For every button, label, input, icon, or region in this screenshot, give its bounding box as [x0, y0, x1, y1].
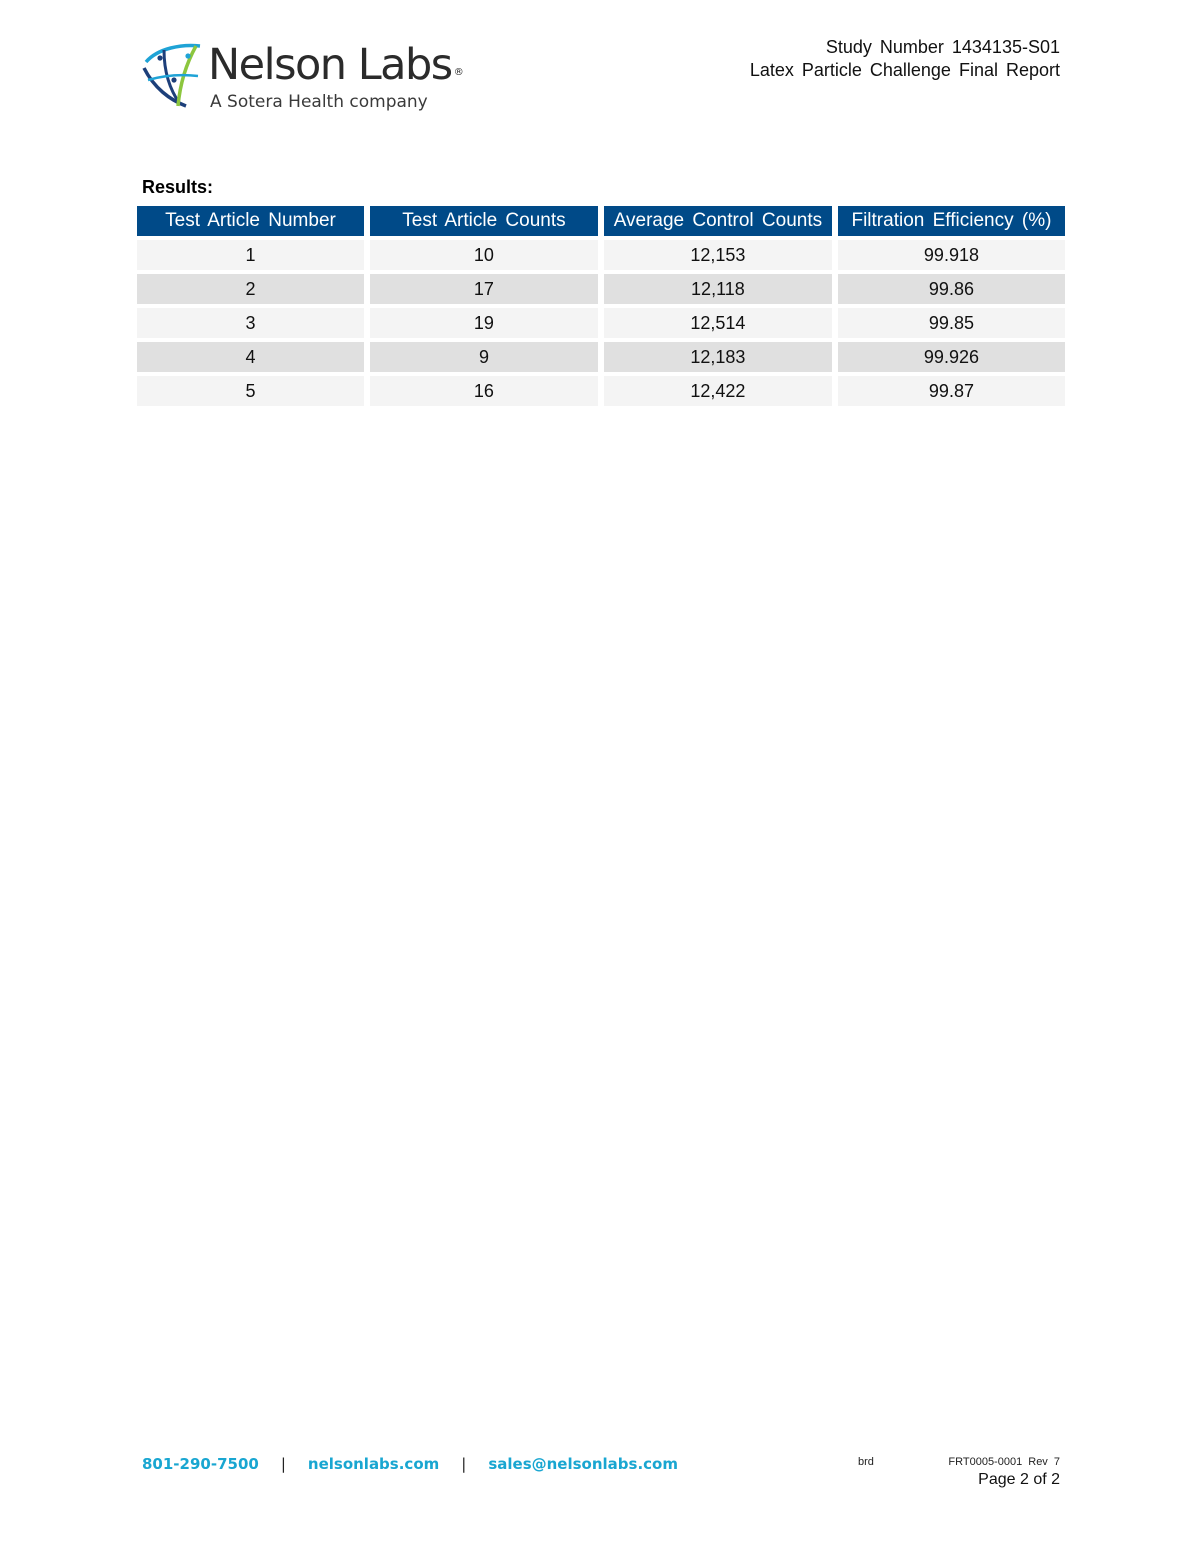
- phone-number: 801-290-7500: [142, 1455, 259, 1473]
- table-cell: 99.926: [838, 342, 1065, 372]
- table-header-row: [137, 206, 1065, 236]
- table-cell: 16: [370, 376, 598, 406]
- table-cell: 99.86: [838, 274, 1065, 304]
- table-row: [137, 274, 1065, 304]
- page-number: Page 2 of 2: [978, 1471, 1060, 1488]
- footer-separator: |: [280, 1455, 286, 1473]
- email-link[interactable]: sales@nelsonlabs.com: [488, 1455, 678, 1473]
- column-header: Average Control Counts: [604, 206, 832, 236]
- company-logo: [140, 40, 464, 120]
- table-cell: 9: [370, 342, 598, 372]
- table-cell: 19: [370, 308, 598, 338]
- table-cell: 10: [370, 240, 598, 270]
- report-header: [750, 36, 1060, 82]
- table-cell: 12,183: [604, 342, 832, 372]
- table-row: [137, 240, 1065, 270]
- table-cell: 1: [137, 240, 364, 270]
- registered-mark: ®: [453, 67, 464, 78]
- table-row: [137, 376, 1065, 406]
- table-cell: 3: [137, 308, 364, 338]
- results-table: [131, 202, 1071, 410]
- study-number: Study Number 1434135-S01: [825, 37, 1060, 57]
- table-cell: 17: [370, 274, 598, 304]
- preparer-initials: brd: [858, 1456, 874, 1468]
- website-link[interactable]: nelsonlabs.com: [307, 1455, 440, 1473]
- report-title: Latex Particle Challenge Final Report: [749, 60, 1060, 80]
- table-cell: 12,153: [604, 240, 832, 270]
- table-cell: 99.85: [838, 308, 1065, 338]
- table-row: [137, 342, 1065, 372]
- table-cell: 12,514: [604, 308, 832, 338]
- logo-wordmark: Nelson Labs ®: [208, 40, 464, 90]
- table-row: [137, 308, 1065, 338]
- column-header: Test Article Counts: [370, 206, 598, 236]
- footer-separator: |: [461, 1455, 467, 1473]
- table-cell: 4: [137, 342, 364, 372]
- table-cell: 2: [137, 274, 364, 304]
- table-cell: 99.918: [838, 240, 1065, 270]
- table-cell: 5: [137, 376, 364, 406]
- logo-tagline: A Sotera Health company: [210, 92, 428, 112]
- form-id: FRT0005-0001 Rev 7: [948, 1456, 1060, 1468]
- column-header: Filtration Efficiency (%): [838, 206, 1065, 236]
- results-heading: Results:: [142, 177, 214, 197]
- footer-contact: [142, 1455, 678, 1473]
- column-header: Test Article Number: [137, 206, 364, 236]
- nelson-labs-logo-icon: [140, 40, 206, 110]
- table-cell: 12,422: [604, 376, 832, 406]
- table-cell: 99.87: [838, 376, 1065, 406]
- table-cell: 12,118: [604, 274, 832, 304]
